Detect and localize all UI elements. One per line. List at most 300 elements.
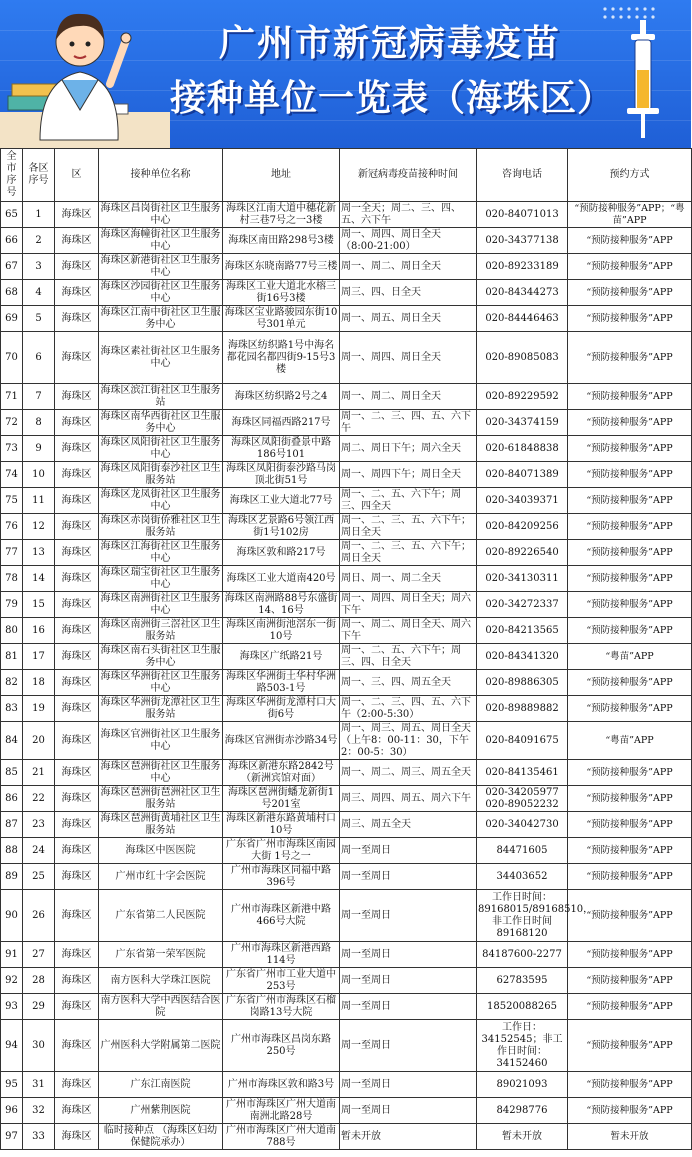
cell-site-name: 广州医科大学附属第二医院	[99, 1020, 223, 1072]
header-booking: 预约方式	[568, 149, 692, 202]
cell-time: 周一全天；周二、三、四、五、六下午	[340, 202, 477, 228]
cell-booking: “预防接种服务”APP	[568, 994, 692, 1020]
cell-district: 海珠区	[55, 838, 99, 864]
cell-site-name: 海珠区南洲街三滘社区卫生服务站	[100, 618, 221, 642]
cell-booking: “预防接种服务”APP	[568, 890, 692, 942]
header-phone: 咨询电话	[477, 149, 568, 202]
cell-site-name: 广东省第一荣军医院	[99, 942, 223, 968]
cell-district: 海珠区	[55, 786, 99, 812]
cell-citywide-no: 73	[1, 436, 23, 462]
cell-booking: “预防接种服务”APP	[568, 332, 692, 384]
cell-citywide-no: 83	[1, 696, 23, 722]
cell-district: 海珠区	[55, 332, 99, 384]
cell-booking: “预防接种服务”APP	[568, 812, 692, 838]
cell-district-no: 15	[23, 592, 55, 618]
cell-citywide-no: 94	[1, 1020, 23, 1072]
cell-district-no: 25	[23, 864, 55, 890]
cell-citywide-no: 82	[1, 670, 23, 696]
cell-time: 周一、二、五、六下午；周三、四全天	[340, 488, 477, 514]
cell-phone: 020-89085083	[477, 332, 568, 384]
cell-citywide-no: 86	[1, 786, 23, 812]
cell-booking: “预防接种服务”APP	[568, 670, 692, 696]
cell-site-name: 海珠区海幢街社区卫生服务中心	[100, 228, 221, 252]
cell-time: 周三、周五全天	[340, 812, 477, 838]
cell-citywide-no: 77	[1, 540, 23, 566]
cell-phone: 84471605	[477, 838, 568, 864]
cell-citywide-no: 87	[1, 812, 23, 838]
cell-time: 周一至周日	[340, 1098, 477, 1124]
cell-citywide-no: 89	[1, 864, 23, 890]
cell-address: 海珠区南田路298号3楼	[223, 228, 340, 254]
table-row	[1, 786, 692, 812]
table-row	[1, 1098, 692, 1124]
cell-phone: 020-84091675	[477, 722, 568, 760]
cell-booking: “预防接种服务”APP	[568, 384, 692, 410]
cell-phone: 020-84344273	[477, 280, 568, 306]
cell-booking: “预防接种服务”APP	[568, 1098, 692, 1124]
cell-district: 海珠区	[55, 890, 99, 942]
cell-site-name: 海珠区瑞宝街社区卫生服务中心	[100, 566, 221, 590]
cell-phone: 工作日时间：89168015/89168510，非工作日时间89168120	[477, 890, 568, 942]
cell-district: 海珠区	[55, 514, 99, 540]
cell-booking: “预防接种服务”APP	[568, 864, 692, 890]
cell-phone: 18520088265	[477, 994, 568, 1020]
cell-citywide-no: 95	[1, 1072, 23, 1098]
cell-district: 海珠区	[55, 462, 99, 488]
cell-site-name: 海珠区琶洲街社区卫生服务中心	[100, 760, 221, 784]
cell-phone: 020-84446463	[477, 306, 568, 332]
cell-address: 海珠区工业大道南420号	[223, 566, 340, 592]
cell-time: 周一、二、三、四、五、六下午（2:00-5:30）	[340, 696, 477, 722]
cell-phone: 020-34039371	[477, 488, 568, 514]
cell-district: 海珠区	[55, 202, 99, 228]
cell-address: 海珠区同福西路217号	[223, 410, 340, 436]
cell-site-name: 广州紫荆医院	[99, 1098, 223, 1124]
cell-time: 周一至周日	[340, 968, 477, 994]
cell-district-no: 12	[23, 514, 55, 540]
cell-citywide-no: 85	[1, 760, 23, 786]
cell-district-no: 1	[23, 202, 55, 228]
table-row	[1, 618, 692, 644]
cell-address: 海珠区纺织路2号之4	[223, 384, 340, 410]
cell-time: 周一、三、四、周五全天	[340, 670, 477, 696]
table-row	[1, 228, 692, 254]
cell-address: 海珠区广纸路21号	[223, 644, 340, 670]
cell-address: 海珠区纺织路1号中海名都花园名都四街9-15号3楼	[223, 332, 340, 384]
cell-address: 海珠区凤阳街泰沙路马岗顶北街51号	[223, 462, 340, 488]
cell-phone: 020-89886305	[477, 670, 568, 696]
cell-district: 海珠区	[55, 1072, 99, 1098]
cell-district: 海珠区	[55, 488, 99, 514]
cell-citywide-no: 72	[1, 410, 23, 436]
cell-address: 广州市海珠区新港中路466号大院	[223, 890, 340, 942]
cell-phone: 020-61848838	[477, 436, 568, 462]
cell-phone: 020-84209256	[477, 514, 568, 540]
cell-site-name: 海珠区凤阳街社区卫生服务中心	[100, 436, 221, 460]
cell-time: 周一、周三、周五、周日全天（上午8：00-11：30，下午2：00-5：30）	[340, 722, 477, 760]
table-row	[1, 306, 692, 332]
table-row	[1, 592, 692, 618]
table-row	[1, 202, 692, 228]
cell-site-name: 海珠区南华西街社区卫生服务中心	[100, 410, 221, 434]
cell-time: 周一、二、三、五、六下午；周日全天	[340, 540, 477, 566]
table-row	[1, 384, 692, 410]
cell-site-name: 海珠区赤岗街侨雅社区卫生服务站	[100, 514, 221, 538]
cell-district: 海珠区	[55, 1098, 99, 1124]
cell-district-no: 4	[23, 280, 55, 306]
table-row	[1, 436, 692, 462]
cell-phone: 020-34205977 020-89052232	[477, 786, 568, 812]
cell-district-no: 29	[23, 994, 55, 1020]
cell-district-no: 20	[23, 722, 55, 760]
cell-phone: 020-84341320	[477, 644, 568, 670]
table-row	[1, 812, 692, 838]
header-address: 地址	[223, 149, 340, 202]
cell-address: 海珠区宝业路骏园东街10号301单元	[223, 306, 340, 332]
cell-booking: “预防接种服务”APP	[568, 488, 692, 514]
cell-address: 海珠区东晓南路77号三楼	[223, 254, 340, 280]
table-header-row	[1, 149, 692, 202]
cell-booking: “预防接种服务”APP	[568, 462, 692, 488]
teacher-illustration	[0, 0, 170, 148]
cell-site-name: 海珠区江南中街社区卫生服务中心	[100, 306, 221, 330]
cell-address: 广州市海珠区广州大道南南洲北路28号	[223, 1098, 340, 1124]
cell-citywide-no: 78	[1, 566, 23, 592]
cell-time: 周二、周日下午；周六全天	[340, 436, 477, 462]
cell-district: 海珠区	[55, 1020, 99, 1072]
cell-district: 海珠区	[55, 306, 99, 332]
cell-address: 海珠区南洲路88号东盛街14、16号	[223, 592, 340, 618]
cell-phone: 020-89889882	[477, 696, 568, 722]
table-body	[1, 202, 692, 1150]
cell-district-no: 33	[23, 1124, 55, 1150]
cell-address: 海珠区江南大道中穗花新村三巷7号之一3楼	[223, 202, 340, 228]
cell-district: 海珠区	[55, 254, 99, 280]
cell-time: 周一至周日	[340, 890, 477, 942]
cell-district-no: 10	[23, 462, 55, 488]
cell-district: 海珠区	[55, 436, 99, 462]
table-row	[1, 488, 692, 514]
cell-time: 周一至周日	[340, 994, 477, 1020]
cell-district: 海珠区	[55, 994, 99, 1020]
table-row	[1, 644, 692, 670]
cell-address: 海珠区凤阳街叠景中路186号101	[223, 436, 340, 462]
cell-address: 广州市海珠区昌岗东路250号	[223, 1020, 340, 1072]
cell-time: 周一、周二、周三、周五全天	[340, 760, 477, 786]
table-row	[1, 332, 692, 384]
cell-address: 海珠区南洲街池滘东一街10号	[223, 618, 340, 644]
cell-citywide-no: 74	[1, 462, 23, 488]
table-row	[1, 410, 692, 436]
cell-phone: 84298776	[477, 1098, 568, 1124]
cell-citywide-no: 97	[1, 1124, 23, 1150]
table-row	[1, 1072, 692, 1098]
cell-district: 海珠区	[55, 566, 99, 592]
cell-district: 海珠区	[55, 812, 99, 838]
cell-time: 周日、周一、周二全天	[340, 566, 477, 592]
cell-district-no: 11	[23, 488, 55, 514]
table-row	[1, 942, 692, 968]
cell-booking: “预防接种服务”APP	[568, 838, 692, 864]
cell-address: 海珠区琶洲街蟠龙新街1号201室	[223, 786, 340, 812]
table-row	[1, 566, 692, 592]
cell-time: 周三、周四、周五、周六下午	[340, 786, 477, 812]
cell-district-no: 16	[23, 618, 55, 644]
cell-address: 广东省广州市工业大道中253号	[223, 968, 340, 994]
cell-district-no: 31	[23, 1072, 55, 1098]
syringe-icon	[621, 20, 665, 140]
cell-phone: 020-84071389	[477, 462, 568, 488]
cell-address: 海珠区华洲街土华村华洲路503-1号	[223, 670, 340, 696]
cell-district-no: 19	[23, 696, 55, 722]
cell-site-name: 海珠区南石头街社区卫生服务中心	[100, 644, 221, 668]
table-row	[1, 280, 692, 306]
table-row	[1, 462, 692, 488]
cell-site-name: 临时接种点 （海珠区妇幼保健院承办）	[99, 1124, 223, 1150]
cell-district-no: 26	[23, 890, 55, 942]
cell-booking: “预防接种服务”APP	[568, 254, 692, 280]
cell-booking: “预防接种服务”APP	[568, 942, 692, 968]
cell-time: 周一、周四、周日全天；周六下午	[340, 592, 477, 618]
cell-district: 海珠区	[55, 592, 99, 618]
cell-district-no: 6	[23, 332, 55, 384]
cell-citywide-no: 70	[1, 332, 23, 384]
table-row	[1, 722, 692, 760]
header-citywide-no: 全市序号	[1, 149, 23, 202]
cell-time: 周一至周日	[340, 864, 477, 890]
cell-address: 海珠区新港东路黄埔村口10号	[223, 812, 340, 838]
cell-district-no: 5	[23, 306, 55, 332]
cell-citywide-no: 84	[1, 722, 23, 760]
cell-district-no: 3	[23, 254, 55, 280]
cell-phone: 020-89233189	[477, 254, 568, 280]
table-row	[1, 670, 692, 696]
cell-time: 周一、周二、周日全天、周六下午	[340, 618, 477, 644]
cell-phone: 020-34374159	[477, 410, 568, 436]
cell-time: 周一、周四、周日全天（8:00-21:00）	[340, 228, 477, 254]
cell-citywide-no: 71	[1, 384, 23, 410]
cell-booking: “预防接种服务”APP	[568, 280, 692, 306]
cell-time: 周一、周四下午；周日全天	[340, 462, 477, 488]
table-row	[1, 696, 692, 722]
cell-district-no: 17	[23, 644, 55, 670]
table-row	[1, 838, 692, 864]
cell-time: 周一至周日	[340, 942, 477, 968]
header-district-no: 各区序号	[23, 149, 55, 202]
cell-site-name: 广州市红十字会医院	[99, 864, 223, 890]
cell-citywide-no: 65	[1, 202, 23, 228]
cell-district-no: 18	[23, 670, 55, 696]
cell-phone: 020-89229592	[477, 384, 568, 410]
cell-time: 周一、二、五、六下午；周三、四、日全天	[340, 644, 477, 670]
cell-booking: “预防接种服务”APP；“粤苗”APP	[568, 202, 692, 228]
header-site-name: 接种单位名称	[99, 149, 223, 202]
cell-citywide-no: 76	[1, 514, 23, 540]
cell-booking: “预防接种服务”APP	[568, 306, 692, 332]
table-row	[1, 760, 692, 786]
cell-district: 海珠区	[55, 1124, 99, 1150]
cell-site-name: 海珠区南洲街社区卫生服务中心	[100, 592, 221, 616]
cell-phone: 020-84071013	[477, 202, 568, 228]
cell-booking: “预防接种服务”APP	[568, 592, 692, 618]
cell-booking: “预防接种服务”APP	[568, 618, 692, 644]
cell-citywide-no: 75	[1, 488, 23, 514]
cell-time: 周一、周二、周日全天	[340, 254, 477, 280]
table-row	[1, 254, 692, 280]
cell-booking: “预防接种服务”APP	[568, 566, 692, 592]
cell-time: 周一至周日	[340, 838, 477, 864]
cell-time: 周一、周四、周日全天	[340, 332, 477, 384]
cell-district: 海珠区	[55, 670, 99, 696]
cell-citywide-no: 79	[1, 592, 23, 618]
header-district: 区	[55, 149, 99, 202]
cell-citywide-no: 96	[1, 1098, 23, 1124]
table-row	[1, 994, 692, 1020]
cell-citywide-no: 88	[1, 838, 23, 864]
cell-phone: 020-34377138	[477, 228, 568, 254]
cell-district-no: 13	[23, 540, 55, 566]
cell-booking: “预防接种服务”APP	[568, 1072, 692, 1098]
cell-time: 周一、二、三、五、六下午；周日全天	[340, 514, 477, 540]
cell-phone: 工作日：34152545；非工作日时间：34152460	[477, 1020, 568, 1072]
cell-phone: 020-34130311	[477, 566, 568, 592]
cell-phone: 84187600-2277	[477, 942, 568, 968]
cell-district-no: 21	[23, 760, 55, 786]
cell-site-name: 海珠区琶洲街黄埔社区卫生服务站	[100, 812, 221, 836]
cell-district: 海珠区	[55, 384, 99, 410]
cell-time: 周一至周日	[340, 1072, 477, 1098]
cell-district: 海珠区	[55, 760, 99, 786]
cell-citywide-no: 69	[1, 306, 23, 332]
cell-district-no: 30	[23, 1020, 55, 1072]
table-row	[1, 514, 692, 540]
cell-citywide-no: 81	[1, 644, 23, 670]
cell-site-name: 南方医科大学珠江医院	[99, 968, 223, 994]
cell-district-no: 23	[23, 812, 55, 838]
cell-citywide-no: 93	[1, 994, 23, 1020]
cell-citywide-no: 80	[1, 618, 23, 644]
cell-booking: “预防接种服务”APP	[568, 436, 692, 462]
title-line-1: 广州市新冠病毒疫苗	[218, 23, 561, 64]
cell-site-name: 海珠区凤阳街泰沙社区卫生服务站	[100, 462, 221, 486]
cell-district-no: 8	[23, 410, 55, 436]
banner	[0, 0, 691, 148]
cell-site-name: 海珠区琶洲街琶洲社区卫生服务站	[100, 786, 221, 810]
cell-booking: “预防接种服务”APP	[568, 968, 692, 994]
cell-site-name: 海珠区官洲街社区卫生服务中心	[99, 722, 223, 760]
cell-site-name: 海珠区滨江街社区卫生服务站	[100, 384, 221, 408]
cell-district: 海珠区	[55, 968, 99, 994]
cell-district-no: 14	[23, 566, 55, 592]
cell-district-no: 24	[23, 838, 55, 864]
cell-district: 海珠区	[55, 696, 99, 722]
table-row	[1, 890, 692, 942]
cell-phone: 020-34272337	[477, 592, 568, 618]
cell-district-no: 7	[23, 384, 55, 410]
cell-time: 周一至周日	[340, 1020, 477, 1072]
cell-booking: “预防接种服务”APP	[568, 540, 692, 566]
cell-booking: 暂未开放	[568, 1124, 692, 1150]
cell-address: 广州市海珠区同福中路396号	[223, 864, 340, 890]
cell-district-no: 28	[23, 968, 55, 994]
cell-phone: 020-34042730	[477, 812, 568, 838]
cell-district: 海珠区	[55, 722, 99, 760]
cell-district-no: 9	[23, 436, 55, 462]
cell-address: 广州市海珠区敦和路3号	[223, 1072, 340, 1098]
cell-site-name: 海珠区沙园街社区卫生服务中心	[100, 280, 221, 304]
cell-site-name: 海珠区华洲街社区卫生服务中心	[100, 670, 221, 694]
cell-booking: “粤苗”APP	[568, 644, 692, 670]
cell-site-name: 海珠区素社街社区卫生服务中心	[99, 332, 223, 384]
cell-booking: “预防接种服务”APP	[568, 514, 692, 540]
cell-phone: 020-84213565	[477, 618, 568, 644]
cell-address: 海珠区工业大道北水榕三街16号3楼	[223, 280, 340, 306]
cell-citywide-no: 67	[1, 254, 23, 280]
vaccination-sites-table	[0, 148, 692, 1150]
cell-citywide-no: 92	[1, 968, 23, 994]
table-row	[1, 864, 692, 890]
cell-district: 海珠区	[55, 228, 99, 254]
cell-citywide-no: 68	[1, 280, 23, 306]
cell-address: 广东省广州市海珠区石榴岗路13号大院	[223, 994, 340, 1020]
cell-booking: “预防接种服务”APP	[568, 696, 692, 722]
cell-district: 海珠区	[55, 942, 99, 968]
table-row	[1, 1020, 692, 1072]
cell-district-no: 2	[23, 228, 55, 254]
header-time: 新冠病毒疫苗接种时间	[340, 149, 477, 202]
cell-district: 海珠区	[55, 618, 99, 644]
cell-address: 广州市海珠区广州大道南788号	[223, 1124, 340, 1150]
cell-phone: 89021093	[477, 1072, 568, 1098]
cell-district: 海珠区	[55, 644, 99, 670]
cell-address: 海珠区艺景路6号领江西街1号102房	[223, 514, 340, 540]
cell-phone: 020-84135461	[477, 760, 568, 786]
cell-district-no: 27	[23, 942, 55, 968]
cell-district: 海珠区	[55, 410, 99, 436]
cell-site-name: 海珠区昌岗街社区卫生服务中心	[100, 202, 221, 226]
table-row	[1, 540, 692, 566]
cell-time: 周三、四、日全天	[340, 280, 477, 306]
banner-title	[170, 18, 615, 128]
cell-address: 海珠区官洲街赤沙路34号	[223, 722, 340, 760]
cell-address: 海珠区华洲街龙潭村口大街6号	[223, 696, 340, 722]
cell-phone: 34403652	[477, 864, 568, 890]
cell-address: 广东省广州市海珠区南园大街 1号之一	[223, 838, 340, 864]
cell-district-no: 32	[23, 1098, 55, 1124]
cell-time: 周一、周五、周日全天	[340, 306, 477, 332]
cell-address: 广州市海珠区新港西路114号	[223, 942, 340, 968]
table-row	[1, 1124, 692, 1150]
cell-site-name: 南方医科大学中西医结合医院	[100, 994, 221, 1018]
cell-booking: “粤苗”APP	[568, 722, 692, 760]
cell-citywide-no: 90	[1, 890, 23, 942]
cell-site-name: 海珠区华洲街龙潭社区卫生服务站	[100, 696, 221, 720]
table-row	[1, 968, 692, 994]
cell-citywide-no: 66	[1, 228, 23, 254]
cell-site-name: 海珠区新港街社区卫生服务中心	[100, 254, 221, 278]
cell-booking: “预防接种服务”APP	[568, 410, 692, 436]
cell-district-no: 22	[23, 786, 55, 812]
cell-district: 海珠区	[55, 864, 99, 890]
cell-site-name: 海珠区中医医院	[99, 838, 223, 864]
cell-time: 周一、二、三、四、五、六下午	[340, 410, 477, 436]
cell-booking: “预防接种服务”APP	[568, 228, 692, 254]
cell-booking: “预防接种服务”APP	[568, 760, 692, 786]
cell-district: 海珠区	[55, 540, 99, 566]
cell-time: 暂未开放	[340, 1124, 477, 1150]
cell-phone: 020-89226540	[477, 540, 568, 566]
cell-booking: “预防接种服务”APP	[568, 786, 692, 812]
